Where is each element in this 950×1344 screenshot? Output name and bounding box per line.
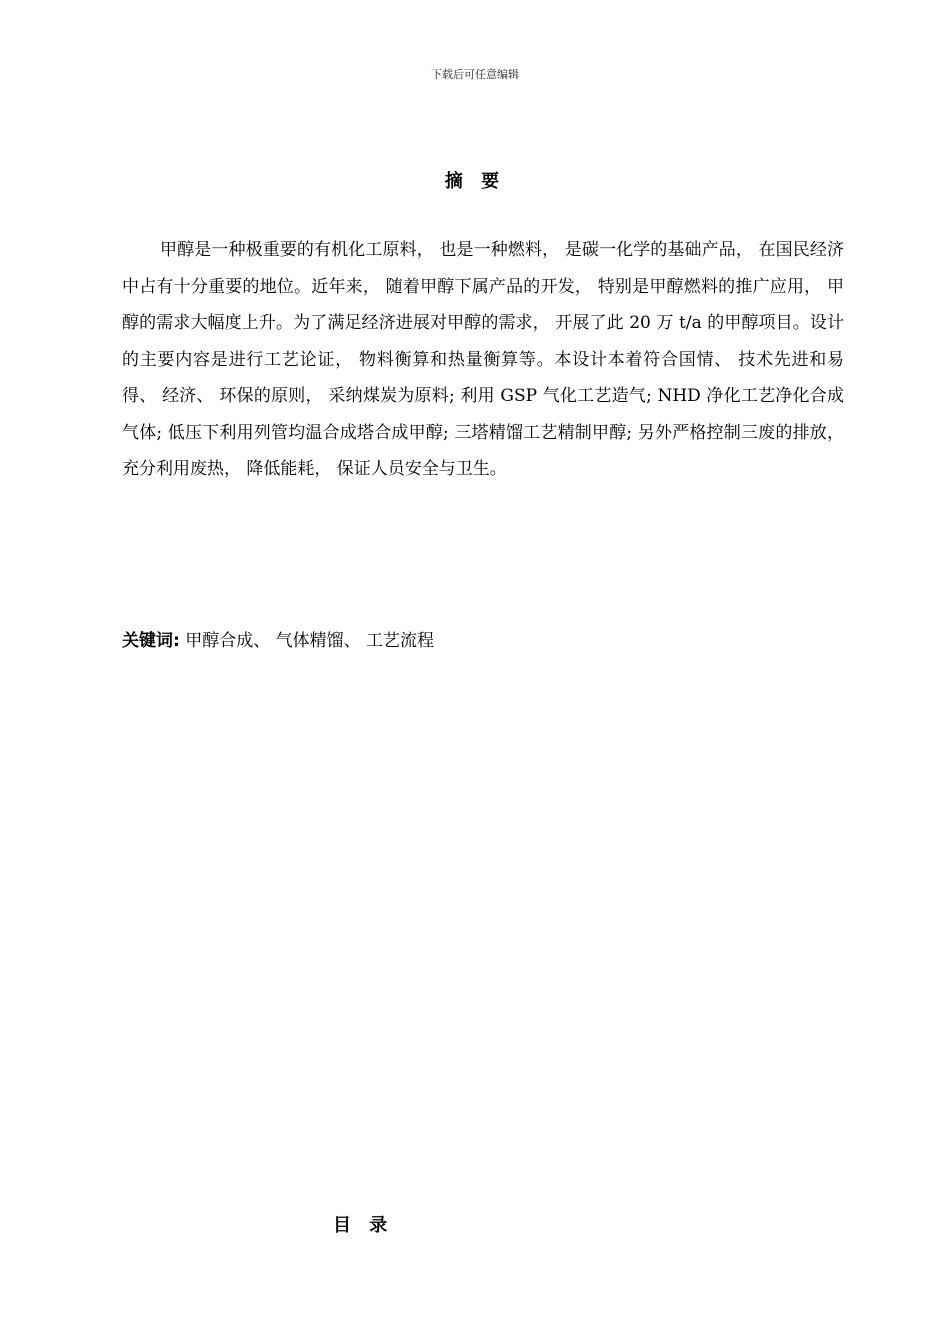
keywords-line (122, 627, 844, 655)
keywords-label: 关键词: (122, 631, 180, 651)
header-note: 下载后可任意编辑 (431, 68, 519, 81)
keywords-values: 甲醇合成、 气体精馏、 工艺流程 (185, 631, 435, 651)
toc-title: 目 录 (333, 1215, 394, 1236)
abstract-body: 甲醇是一种极重要的有机化工原料， 也是一种燃料， 是碳一化学的基础产品， 在国民经济中占有十分重要的地位。近年来， 随着甲醇下属产品的开发， 特别是甲醇燃料的推广应用， 甲醇的需求大幅度上升。为了满足经济进展对甲醇的需求， 开展了此 20 万 t/a 的甲醇项目。设计的主要内容是进行工艺论证， 物料衡算和热量衡算等。本设计本着符合国情、 技术先进和易得、 经济、 环保的原则， 采纳煤炭为原料; 利用 GSP 气化工艺造气; NHD 净化工艺净化合成气体; 低压下利用列管均温合成塔合成甲醇; 三塔精馏工艺精制甲醇; 另外严格控制三废的排放， 充分利用废热， 降低能耗， 保证人员安全与卫生。 (122, 240, 844, 479)
abstract-title: 摘 要 (444, 171, 506, 192)
